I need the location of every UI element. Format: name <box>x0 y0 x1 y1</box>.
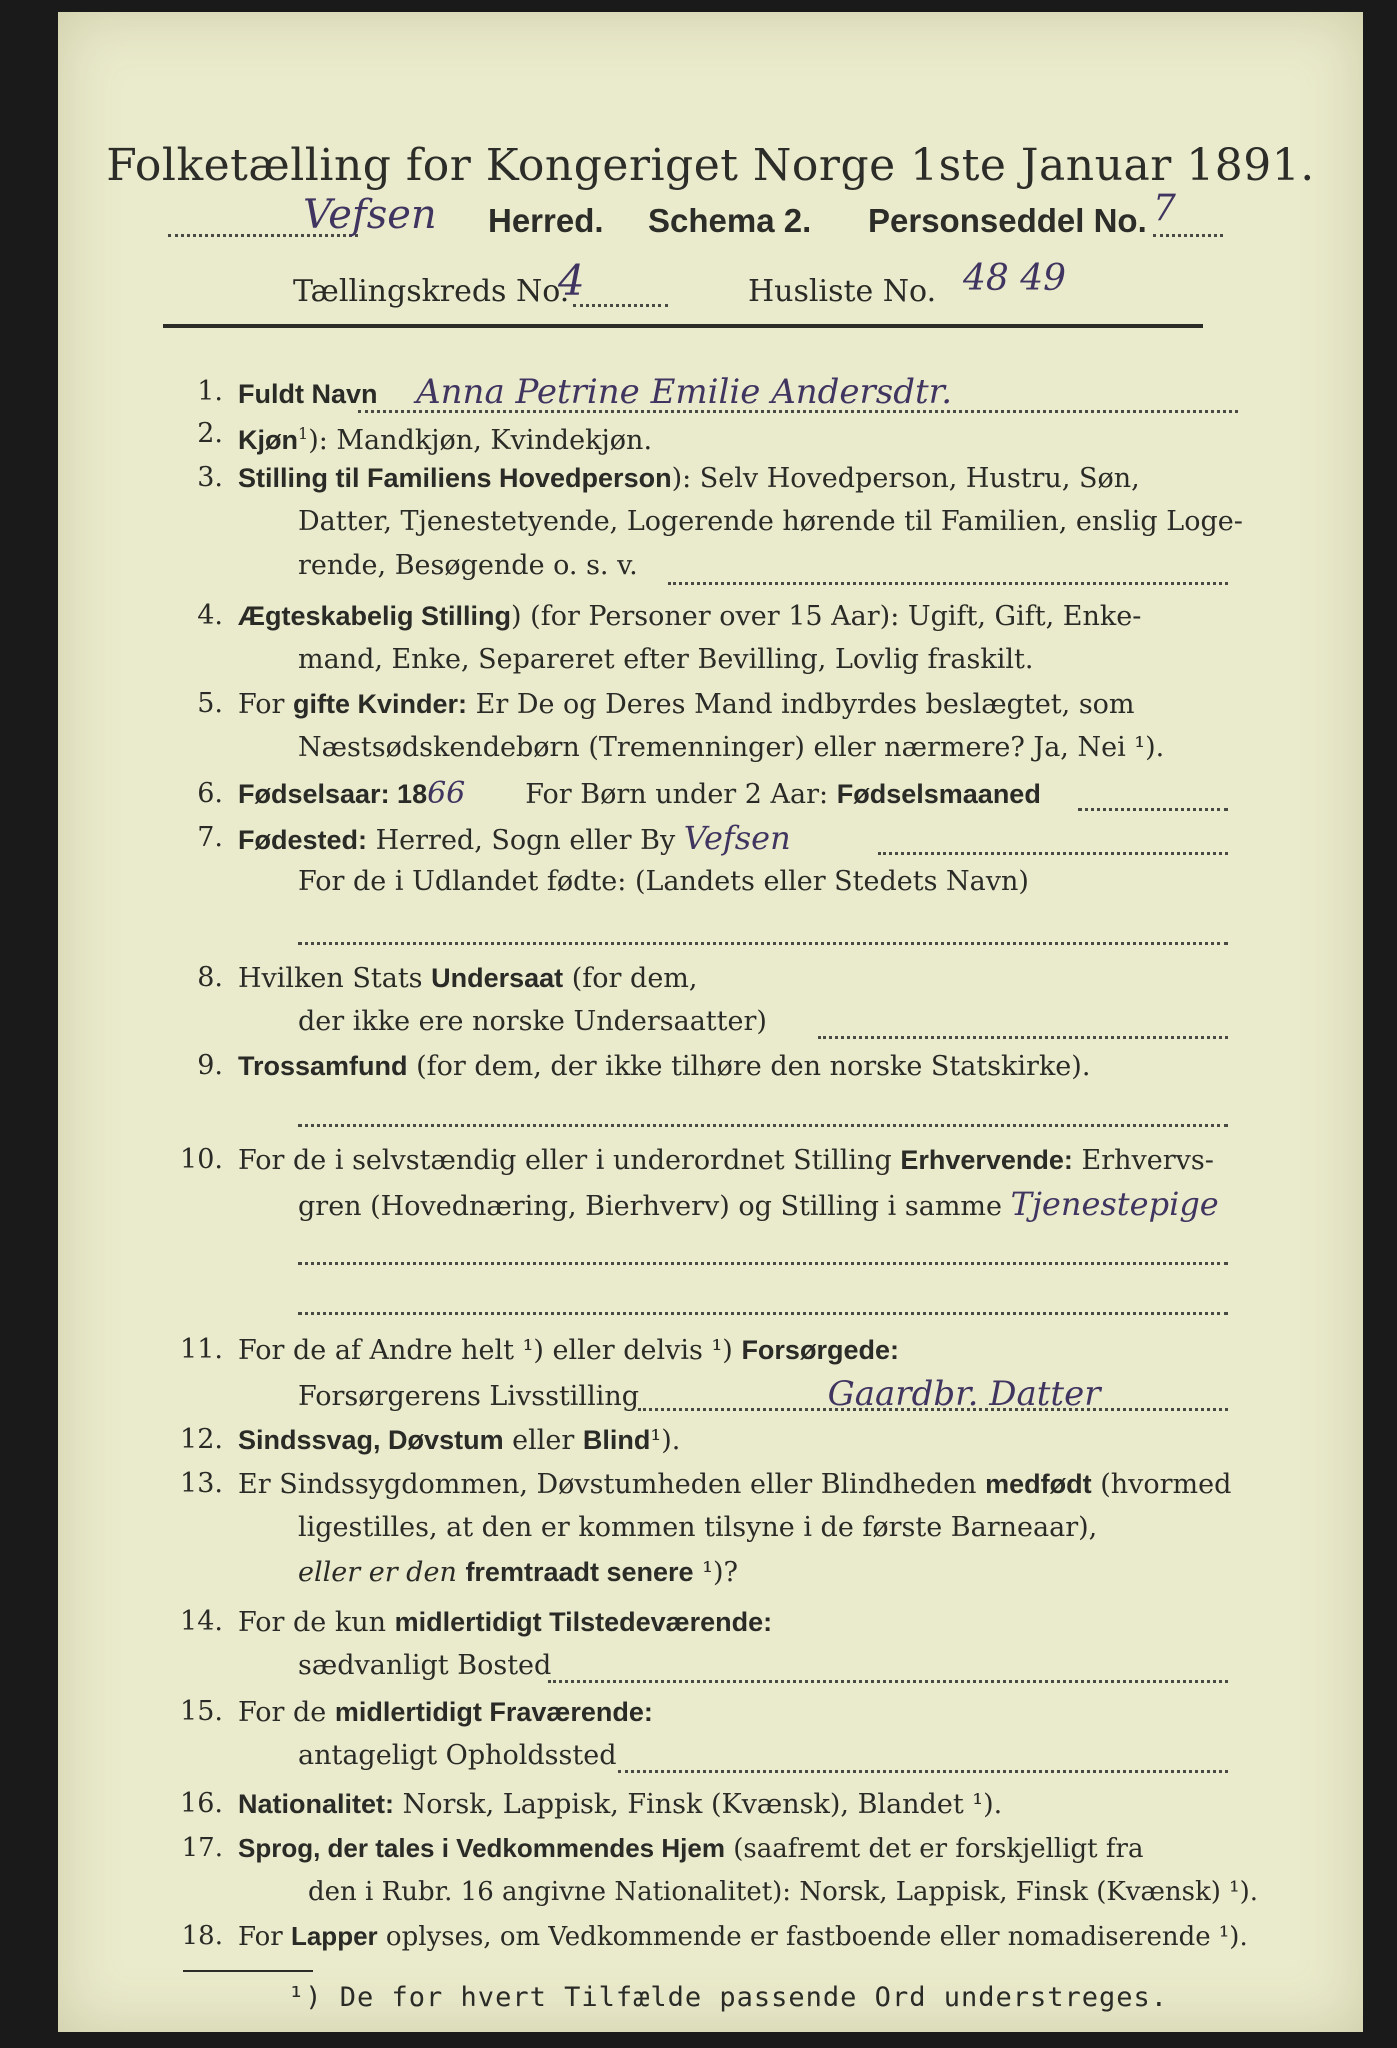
item-2-text: ): Mandkjøn, Kvindekjøn. <box>308 425 653 456</box>
item-11-label: Forsørgede: <box>741 1335 899 1365</box>
kreds-label: Tællingskreds No. <box>293 274 570 309</box>
item-18-number: 18. <box>181 1921 223 1951</box>
item-7-label: Fødested: <box>238 825 368 855</box>
item-2-number: 2. <box>197 418 223 449</box>
item-3-dots <box>668 582 1228 585</box>
item-2-sup: 1 <box>298 424 309 443</box>
item-14-line2: sædvanligt Bosted <box>298 1650 552 1681</box>
item-17-label: Sprog, der tales i Vedkommendes Hjem <box>238 1833 725 1863</box>
item-7-line1: Herred, Sogn eller By <box>375 825 676 856</box>
item-7-line2: For de i Udlandet fødte: (Landets eller Stedets Navn) <box>298 866 1029 897</box>
form-title: Folketælling for Kongeriget Norge 1ste Januar 1891. <box>106 140 1315 191</box>
item-13-label: medfødt <box>985 1469 1092 1499</box>
item-13-line3-pre: eller er den <box>298 1557 457 1588</box>
personseddel-value: 7 <box>1153 188 1176 229</box>
item-9-label: Trossamfund <box>238 1051 408 1081</box>
item-5-pre: For <box>238 689 285 720</box>
item-3-label: Stilling til Familiens Hovedperson <box>238 463 672 493</box>
item-16-number: 16. <box>180 1788 223 1819</box>
item-10-dots2 <box>298 1312 1228 1315</box>
item-3-number: 3. <box>197 462 223 493</box>
item-12-mid: eller <box>512 1425 575 1456</box>
item-14-dots <box>548 1680 1228 1683</box>
item-10-number: 10. <box>180 1144 223 1175</box>
item-1-label: Fuldt Navn <box>238 379 378 409</box>
item-13-line3-post: ¹)? <box>702 1557 738 1588</box>
footnote-rule <box>183 1970 313 1972</box>
item-10-line2: gren (Hovednæring, Bierhverv) og Stilling i samme <box>298 1191 1003 1222</box>
item-18-line1: oplyses, om Vedkommende er fastboende eller nomadiserende ¹). <box>385 1922 1248 1952</box>
item-11-number: 11. <box>180 1334 223 1365</box>
item-16-label: Nationalitet: <box>238 1789 395 1819</box>
kreds-value: 4 <box>558 256 585 305</box>
item-15-line2: antageligt Opholdssted <box>298 1740 617 1771</box>
item-12-number: 12. <box>180 1424 223 1455</box>
item-11-dots <box>638 1408 1228 1411</box>
header-rule <box>163 324 1203 328</box>
item-17-line1: (saafremt det er forskjelligt fra <box>733 1834 1144 1864</box>
item-3-line3: rende, Besøgende o. s. v. <box>298 550 638 581</box>
item-15-label: midlertidigt Fraværende: <box>334 1697 653 1727</box>
item-11-answer: Gaardbr. Datter <box>827 1374 1101 1414</box>
census-form-page <box>58 12 1363 2032</box>
item-7-answer: Vefsen <box>683 819 791 857</box>
item-6-mid: For Børn under 2 Aar: <box>525 779 829 810</box>
item-14-label: midlertidigt Tilstedeværende: <box>394 1607 773 1637</box>
item-6-dots <box>1078 808 1228 811</box>
item-17-number: 17. <box>181 1833 223 1863</box>
item-16-line1: Norsk, Lappisk, Finsk (Kvænsk), Blandet ¹). <box>402 1789 1003 1820</box>
husliste-value: 48 49 <box>963 258 1067 299</box>
item-15-dots <box>618 1770 1228 1773</box>
item-17-line2: den i Rubr. 16 angivne Nationalitet): Norsk, Lappisk, Finsk (Kvænsk) ¹). <box>308 1877 1259 1907</box>
item-8-label: Undersaat <box>431 963 564 993</box>
schema-label: Schema 2. <box>648 202 812 239</box>
item-4-line2: mand, Enke, Separeret efter Bevilling, Lovlig fraskilt. <box>298 644 1034 675</box>
item-8-pre: Hvilken Stats <box>238 963 423 994</box>
item-14-number: 14. <box>180 1606 223 1637</box>
husliste-label: Husliste No. <box>748 274 937 309</box>
item-13-pre: Er Sindssygdommen, Døvstumheden eller Blindheden <box>238 1469 977 1500</box>
item-6-label: Fødselsaar: 18 <box>238 779 428 809</box>
item-12-label2: Blind <box>582 1425 651 1455</box>
item-10-pre: For de i selvstændig eller i underordnet Stilling <box>238 1145 892 1176</box>
item-11-pre: For de af Andre helt ¹) eller delvis ¹) <box>238 1335 733 1366</box>
personseddel-label: Personseddel No. <box>868 202 1147 239</box>
item-4-line1: ) (for Personer over 15 Aar): Ugift, Gift, Enke- <box>511 601 1142 632</box>
item-8-dots <box>818 1036 1228 1039</box>
footnote: ¹) De for hvert Tilfælde passende Ord understreges. <box>288 1982 1169 2013</box>
item-18-pre: For <box>238 1922 283 1952</box>
item-3-line2: Datter, Tjenestetyende, Logerende hørende til Familien, enslig Loge- <box>298 506 1243 537</box>
herred-value: Vefsen <box>303 192 437 238</box>
item-8-number: 8. <box>197 962 223 993</box>
item-13-number: 13. <box>180 1468 223 1499</box>
item-10-answer: Tjenestepige <box>1010 1185 1219 1223</box>
item-9-dots <box>298 1124 1228 1127</box>
item-6-number: 6. <box>197 778 223 809</box>
item-10-label: Erhvervende: <box>900 1145 1073 1175</box>
item-4-label: Ægteskabelig Stilling <box>238 601 512 631</box>
item-4-number: 4. <box>197 600 223 631</box>
item-6-answer: 66 <box>427 776 466 811</box>
item-5-line2: Næstsødskendebørn (Tremenninger) eller nærmere? Ja, Nei ¹). <box>298 732 1165 763</box>
item-5-label: gifte Kvinder: <box>293 689 468 719</box>
item-8-line2: der ikke ere norske Undersaatter) <box>298 1006 767 1037</box>
item-9-line1: (for dem, der ikke tilhøre den norske Statskirke). <box>416 1051 1091 1082</box>
item-13-label2: fremtraadt senere <box>465 1557 694 1587</box>
item-9-number: 9. <box>197 1050 223 1081</box>
item-7-dots <box>878 852 1228 855</box>
item-13-line2: ligestilles, at den er kommen tilsyne i de første Barneaar), <box>298 1512 1098 1543</box>
item-6-label2: Fødselsmaaned <box>836 779 1041 809</box>
item-3-line1: ): Selv Hovedperson, Hustru, Søn, <box>671 463 1140 494</box>
item-18-label: Lapper <box>290 1921 378 1951</box>
item-12-label: Sindssvag, Døvstum <box>238 1425 504 1455</box>
kreds-dots <box>573 304 668 307</box>
item-14-pre: For de kun <box>238 1607 386 1638</box>
item-15-number: 15. <box>180 1696 223 1727</box>
item-13-post: (hvormed <box>1100 1469 1232 1500</box>
item-5-number: 5. <box>197 688 223 719</box>
item-1-dots <box>358 410 1238 413</box>
item-7-dots2 <box>298 942 1228 945</box>
item-2-label: Kjøn <box>238 425 298 455</box>
item-10-post: Erhvervs- <box>1081 1145 1214 1176</box>
item-1-answer: Anna Petrine Emilie Andersdtr. <box>416 372 953 412</box>
personseddel-dots <box>1153 234 1223 237</box>
herred-label: Herred. <box>488 202 604 239</box>
item-11-line2: Forsørgerens Livsstilling <box>298 1381 640 1412</box>
item-10-dots <box>298 1262 1228 1265</box>
item-8-line1: (for dem, <box>571 963 698 994</box>
item-5-line1: Er De og Deres Mand indbyrdes beslægtet, som <box>475 689 1135 720</box>
item-7-number: 7. <box>197 822 223 853</box>
item-15-pre: For de <box>238 1697 327 1728</box>
item-12-post: ¹). <box>650 1425 681 1456</box>
item-1-number: 1. <box>197 376 223 407</box>
